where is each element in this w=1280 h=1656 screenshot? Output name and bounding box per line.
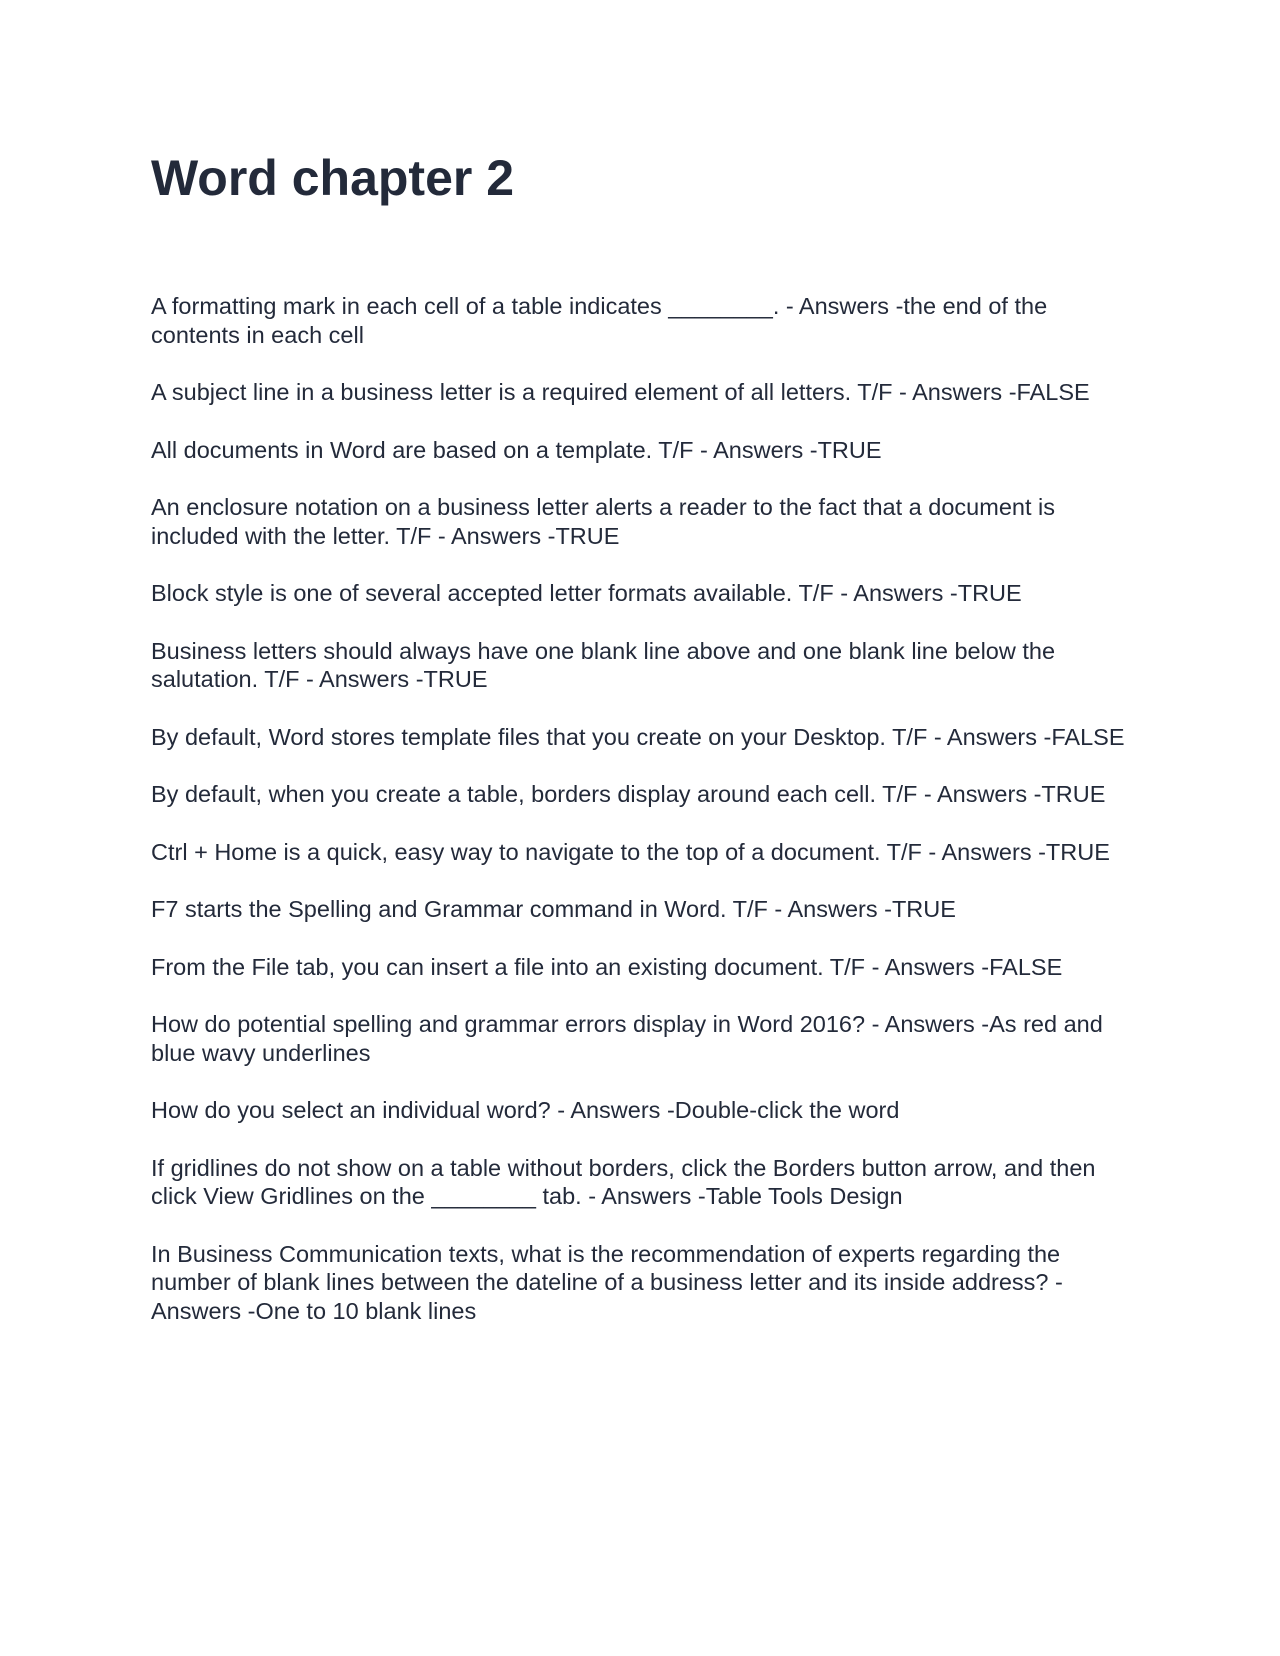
qa-item: From the File tab, you can insert a file into an existing document. T/F - Answers -FALSE bbox=[151, 953, 1063, 980]
qa-item: A subject line in a business letter is a required element of all letters. T/F - Answers -FALSE bbox=[151, 379, 1090, 405]
qa-item: Block style is one of several accepted letter formats available. T/F - Answers -TRUE bbox=[151, 580, 1022, 606]
qa-item: In Business Communication texts, what is the recommendation of experts regarding the number of blank lines between the dateline of a business letter and its inside address? - Answers -One to 10 blank lines bbox=[151, 1240, 1063, 1324]
qa-item: How do potential spelling and grammar errors display in Word 2016? - Answers -As red and blue wavy underlines bbox=[151, 1011, 1103, 1066]
qa-item: An enclosure notation on a business letter alerts a reader to the fact that a document is included with the letter. T/F - Answers -TRUE bbox=[151, 494, 1055, 549]
page-title: Word chapter 2 bbox=[151, 150, 515, 206]
qa-list bbox=[151, 292, 1141, 1354]
qa-item: All documents in Word are based on a template. T/F - Answers -TRUE bbox=[151, 436, 882, 463]
qa-item: Ctrl + Home is a quick, easy way to navigate to the top of a document. T/F - Answers -TRUE bbox=[151, 838, 1110, 865]
qa-item: Business letters should always have one blank line above and one blank line below the salutation. T/F - Answers -TRUE bbox=[151, 637, 1056, 692]
qa-item: By default, Word stores template files that you create on your Desktop. T/F - Answers -FALSE bbox=[151, 723, 1125, 750]
qa-item: If gridlines do not show on a table without borders, click the Borders button arrow, and then click View Gridlines on the ________ tab. - Answers -Table Tools Design bbox=[151, 1154, 1096, 1209]
qa-item: How do you select an individual word? - Answers -Double-click the word bbox=[151, 1097, 900, 1123]
qa-item: A formatting mark in each cell of a table indicates ________. - Answers -the end of the contents in each cell bbox=[151, 293, 1048, 348]
qa-item: By default, when you create a table, borders display around each cell. T/F - Answers -TRUE bbox=[151, 781, 1106, 807]
qa-item: F7 starts the Spelling and Grammar command in Word. T/F - Answers -TRUE bbox=[151, 896, 956, 922]
